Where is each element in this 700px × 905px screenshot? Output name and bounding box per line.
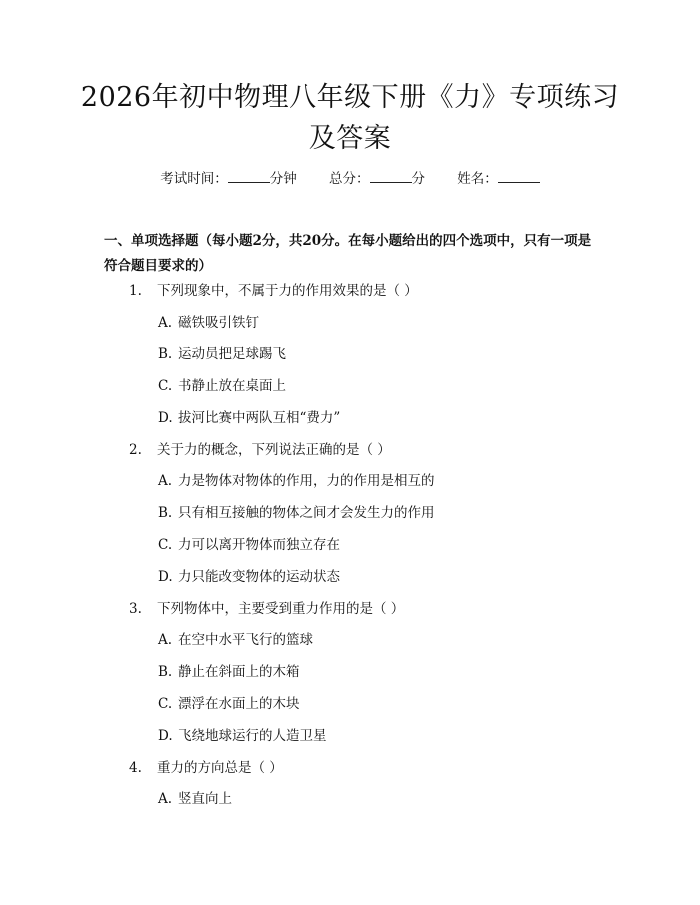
- option-1a: [158, 314, 259, 332]
- option-letter: A.: [158, 473, 173, 489]
- option-text: 在空中水平飞行的篮球: [178, 632, 313, 648]
- option-letter: D.: [158, 569, 173, 585]
- option-text: 拔河比赛中两队互相“费力”: [178, 410, 341, 426]
- name-field: [457, 167, 540, 187]
- name-blank[interactable]: [498, 170, 540, 183]
- option-letter: A.: [158, 315, 173, 331]
- option-letter: D.: [158, 410, 173, 426]
- exam-time-field: [160, 167, 297, 187]
- question-text: 重力的方向总是（ ）: [157, 760, 283, 776]
- option-1d: [158, 409, 340, 427]
- option-3a: [158, 631, 313, 649]
- option-text: 力只能改变物体的运动状态: [178, 569, 340, 585]
- option-text: 磁铁吸引铁钉: [178, 315, 259, 331]
- option-letter: A.: [158, 632, 173, 648]
- option-2c: [158, 536, 340, 554]
- option-letter: A.: [158, 791, 173, 807]
- option-text: 飞绕地球运行的人造卫星: [178, 728, 327, 744]
- option-letter: C.: [158, 696, 173, 712]
- total-score-unit: 分: [411, 171, 425, 187]
- option-text: 竖直向上: [178, 791, 232, 807]
- question-1: [129, 282, 418, 300]
- option-text: 力可以离开物体而独立存在: [178, 537, 340, 553]
- question-number: 1.: [129, 283, 142, 299]
- question-text: 关于力的概念，下列说法正确的是（ ）: [157, 442, 391, 458]
- exam-time-unit: 分钟: [269, 171, 297, 187]
- option-2d: [158, 568, 340, 586]
- option-letter: C.: [158, 378, 173, 394]
- option-2a: [158, 472, 435, 490]
- option-1b: [158, 345, 286, 363]
- option-letter: B.: [158, 505, 173, 521]
- question-2: [129, 441, 391, 459]
- total-score-blank[interactable]: [370, 170, 412, 183]
- section-heading-single-choice: 一、单项选择题（每小题2分，共20分。在每小题给出的四个选项中，只有一项是符合题目要求的）: [104, 233, 592, 274]
- option-letter: B.: [158, 664, 173, 680]
- question-3: [129, 600, 404, 618]
- total-score-label: 总分：: [329, 171, 370, 187]
- document-title: 2026年初中物理八年级下册《力》专项练习及答案: [80, 82, 620, 154]
- option-text: 静止在斜面上的木箱: [178, 664, 300, 680]
- question-number: 2.: [129, 442, 142, 458]
- option-text: 漂浮在水面上的木块: [178, 696, 300, 712]
- option-text: 力是物体对物体的作用，力的作用是相互的: [178, 473, 435, 489]
- question-text: 下列物体中，主要受到重力作用的是（ ）: [157, 601, 405, 617]
- option-text: 书静止放在桌面上: [178, 378, 286, 394]
- option-3c: [158, 695, 300, 713]
- question-text: 下列现象中，不属于力的作用效果的是（ ）: [157, 283, 418, 299]
- option-letter: C.: [158, 537, 173, 553]
- option-3b: [158, 663, 300, 681]
- question-number: 3.: [129, 601, 142, 617]
- option-text: 只有相互接触的物体之间才会发生力的作用: [178, 505, 435, 521]
- option-text: 运动员把足球踢飞: [178, 346, 286, 362]
- question-4: [129, 759, 283, 777]
- exam-time-blank[interactable]: [228, 170, 270, 183]
- exam-time-label: 考试时间：: [160, 171, 228, 187]
- option-3d: [158, 727, 327, 745]
- option-letter: B.: [158, 346, 173, 362]
- name-label: 姓名：: [457, 171, 498, 187]
- option-letter: D.: [158, 728, 173, 744]
- exam-meta-line: [0, 167, 700, 187]
- option-4a: [158, 790, 232, 808]
- option-1c: [158, 377, 286, 395]
- question-number: 4.: [129, 760, 142, 776]
- option-2b: [158, 504, 435, 522]
- total-score-field: [329, 167, 425, 187]
